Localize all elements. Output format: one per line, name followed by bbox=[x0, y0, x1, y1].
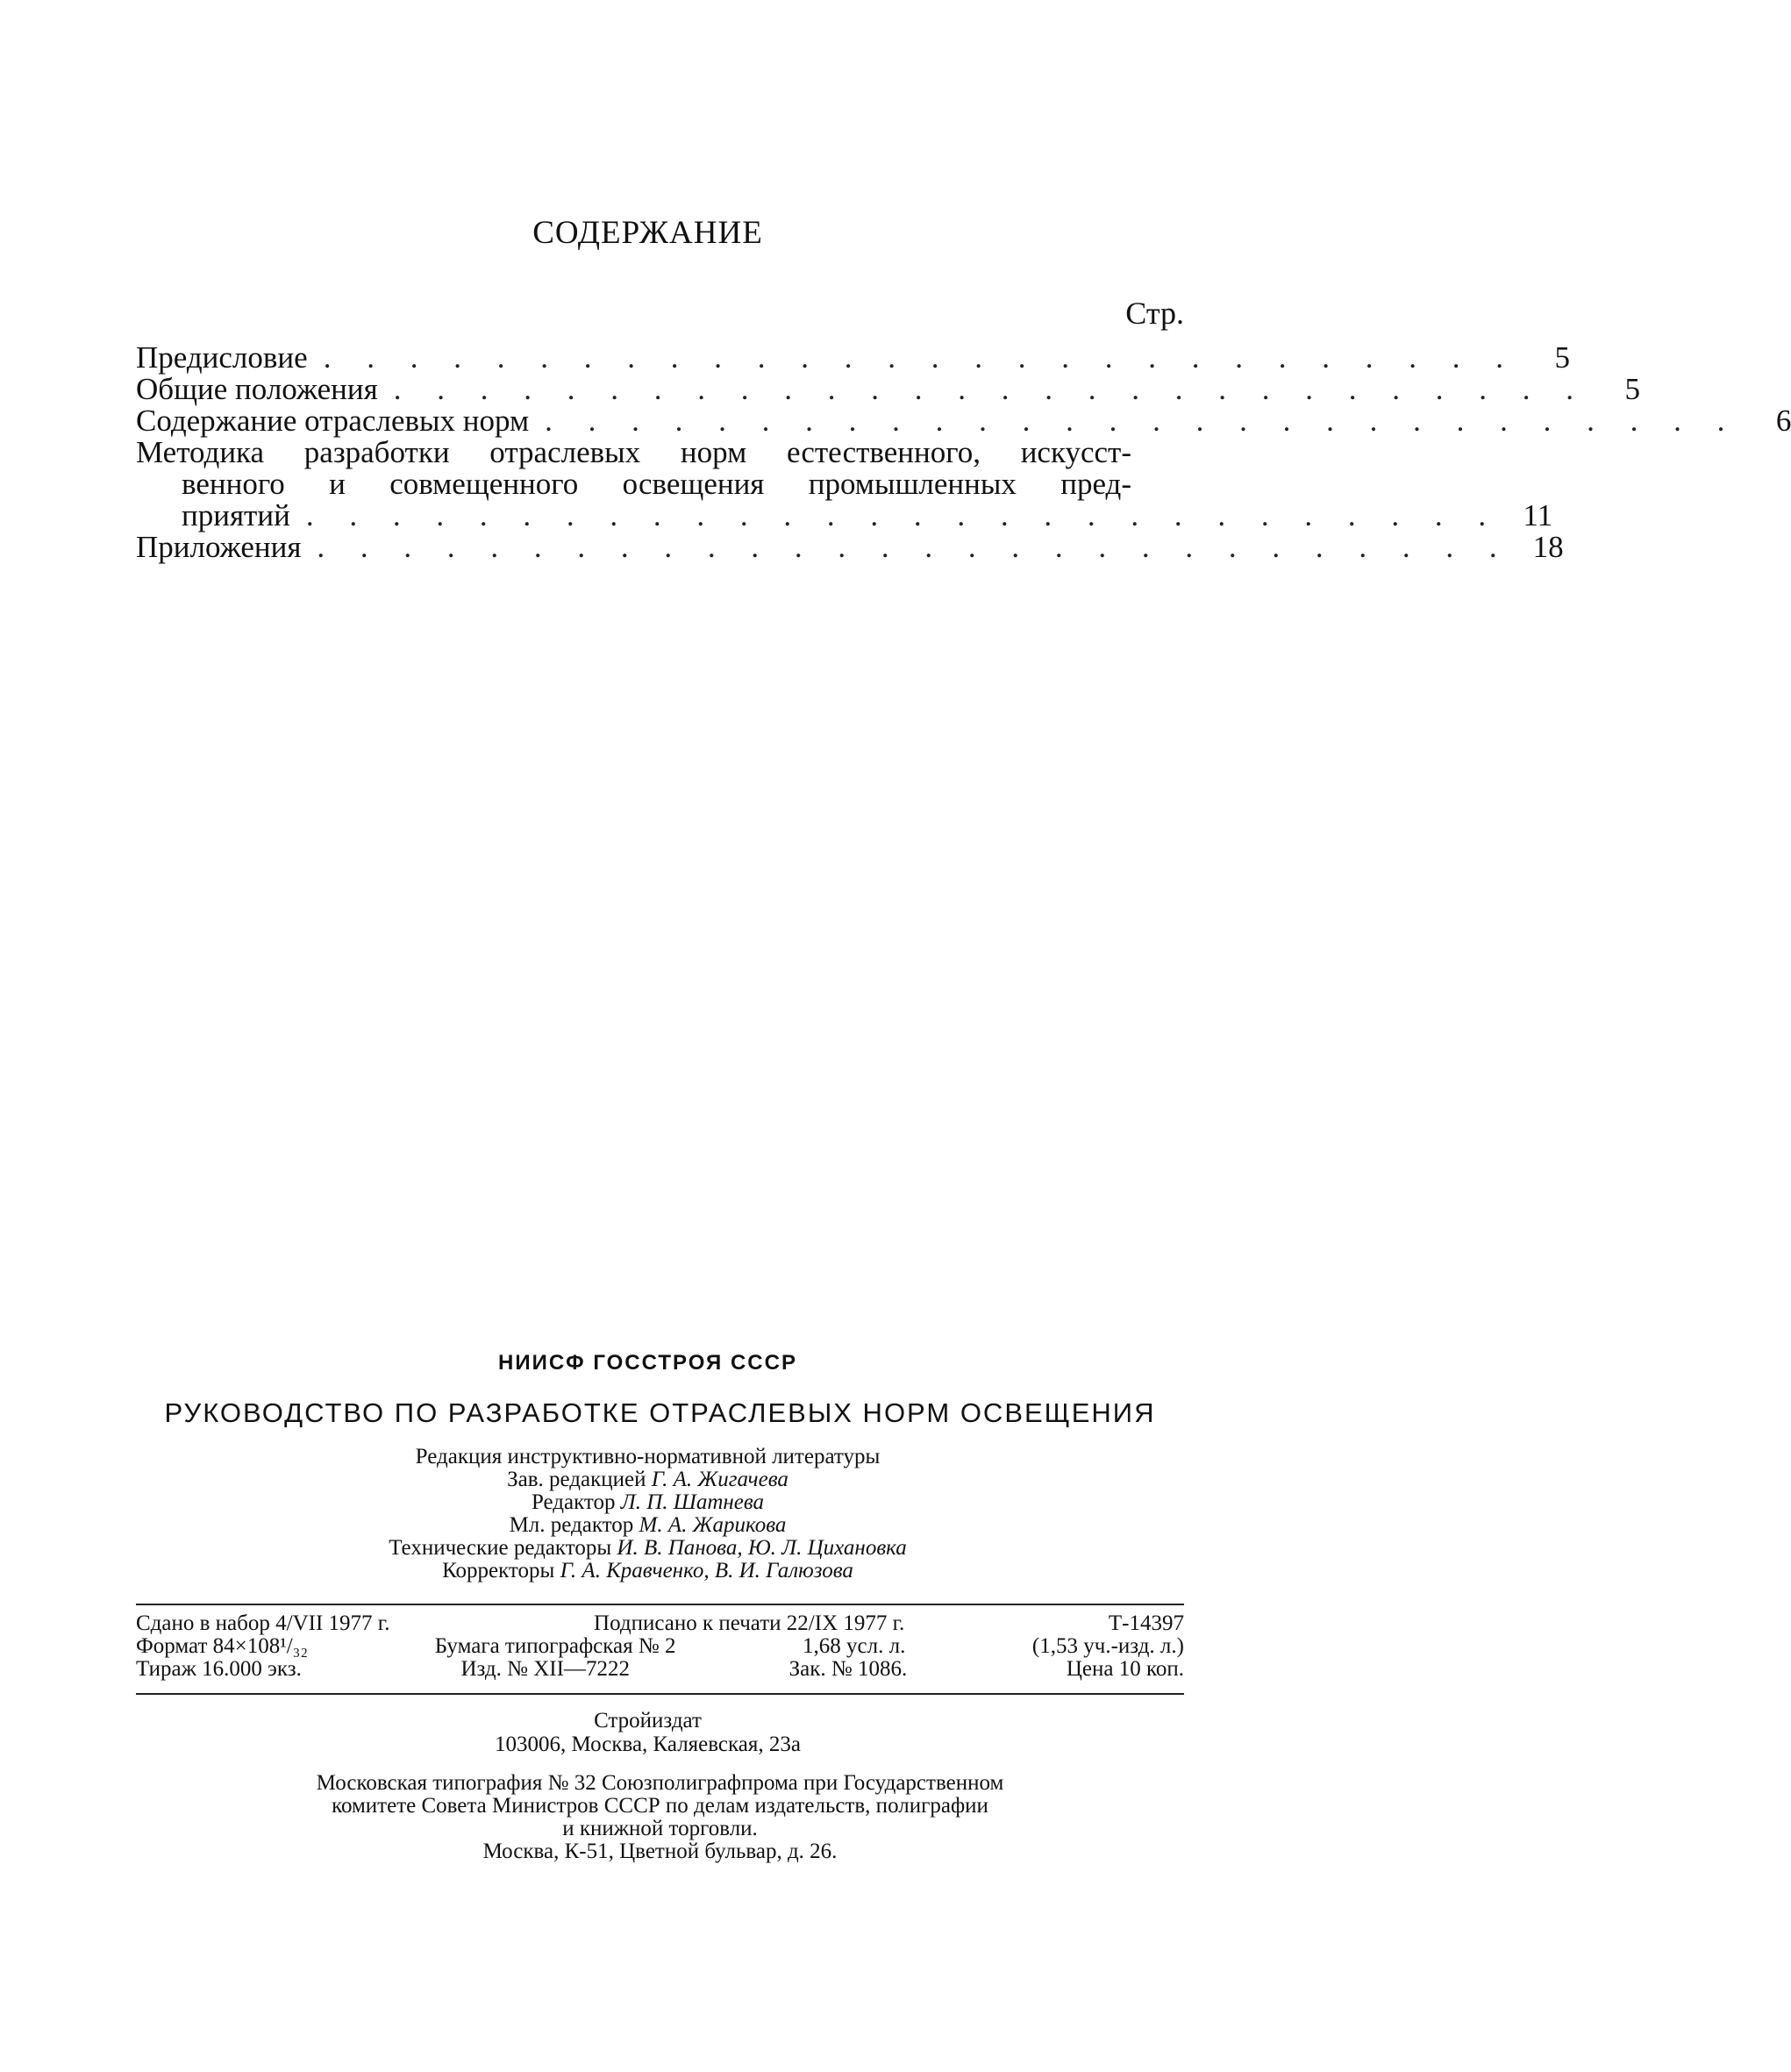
toc-entry-label: Содержание отраслевых норм bbox=[136, 404, 530, 438]
credit-role: Зав. редакцией bbox=[507, 1468, 646, 1491]
production-cell: Цена 10 коп. bbox=[1066, 1657, 1184, 1681]
toc-entry-page: 5 bbox=[1554, 340, 1570, 375]
toc-entry-page: 18 bbox=[1532, 530, 1564, 564]
printer-line: и книжной торговли. bbox=[562, 1817, 758, 1840]
publisher-name: Стройиздат bbox=[594, 1709, 702, 1733]
divider-top bbox=[136, 1604, 1184, 1605]
publisher-block bbox=[0, 1709, 1295, 1756]
production-cell: 1,68 усл. л. bbox=[803, 1634, 906, 1658]
credit-role: Корректоры bbox=[442, 1559, 555, 1583]
credit-line bbox=[0, 1446, 1295, 1468]
production-cell: Сдано в набор 4/VII 1977 г. bbox=[136, 1611, 390, 1635]
production-cell: Зак. № 1086. bbox=[788, 1657, 908, 1681]
credit-names: И. В. Панова, Ю. Л. Цихановка bbox=[617, 1536, 907, 1560]
production-row bbox=[136, 1635, 1184, 1658]
toc-leader-dots: . . . . . . . . . . . . . . . . . . . . . . . . . . . . bbox=[393, 372, 1588, 406]
printer-line: Москва, К-51, Цветной бульвар, д. 26. bbox=[482, 1840, 838, 1863]
toc-entry-page: 5 bbox=[1624, 372, 1640, 406]
credit-role: Редакция инструктивно-нормативной литературы bbox=[415, 1445, 881, 1468]
toc-entry-methodology-line3 bbox=[136, 498, 1553, 532]
toc-leader-dots: . . . . . . . . . . . . . . . . . . . . . . . . . . . . bbox=[305, 498, 1501, 532]
toc-entry-page: 11 bbox=[1523, 498, 1553, 532]
publisher-address: 103006, Москва, Каляевская, 23а bbox=[495, 1733, 801, 1756]
toc-leader-dots: . . . . . . . . . . . . . . . . . . . . . . . . . . . . bbox=[317, 530, 1511, 564]
toc-page-column-header: Стр. bbox=[1125, 296, 1184, 331]
production-cell: Т-14397 bbox=[1108, 1611, 1184, 1635]
toc-leader-dots: . . . . . . . . . . . . . . . . . . . . . . . . . . . . bbox=[323, 340, 1517, 375]
divider-bottom bbox=[136, 1693, 1184, 1695]
toc-entry-label: Приложения bbox=[136, 530, 302, 564]
toc-entry-label: Предисловие bbox=[136, 340, 308, 375]
toc-entry-methodology-line1 bbox=[136, 437, 1184, 468]
credit-line bbox=[0, 1514, 1295, 1537]
credits-list bbox=[0, 1446, 1295, 1583]
toc-title: СОДЕРЖАНИЕ bbox=[532, 215, 763, 251]
credit-names: Г. А. Жигачева bbox=[651, 1468, 788, 1491]
credit-role: Мл. редактор bbox=[509, 1513, 634, 1537]
printer-line: комитете Совета Министров СССР по делам издательств, полиграфии bbox=[332, 1794, 988, 1818]
toc-entry-appendices bbox=[136, 530, 1564, 564]
toc-entry-contents-of-norms bbox=[136, 404, 1791, 438]
credit-names: Г. А. Кравченко, В. И. Галюзова bbox=[560, 1559, 853, 1583]
production-cell: Тираж 16.000 экз. bbox=[136, 1657, 302, 1681]
production-cell: Бумага типографская № 2 bbox=[434, 1634, 676, 1658]
book-title: РУКОВОДСТВО ПО РАЗРАБОТКЕ ОТРАСЛЕВЫХ НОРМ ОСВЕЩЕНИЯ bbox=[164, 1397, 1156, 1428]
production-cell: Подписано к печати 22/IX 1977 г. bbox=[594, 1611, 905, 1635]
toc-leader-dots: . . . . . . . . . . . . . . . . . . . . . . . . . . . . bbox=[545, 404, 1739, 438]
production-details bbox=[136, 1612, 1184, 1681]
credit-line bbox=[0, 1560, 1295, 1583]
toc-entry-methodology-line2 bbox=[136, 468, 1184, 500]
toc-entry-label: Методика разработки отраслевых норм естественного, искусст- bbox=[136, 435, 1131, 469]
toc-entry-label: приятий bbox=[182, 498, 290, 532]
credit-line bbox=[0, 1491, 1295, 1514]
credit-names: Л. П. Шатнева bbox=[620, 1490, 765, 1514]
toc-entry-page: 6 bbox=[1775, 404, 1791, 438]
organization-name: НИИСФ ГОССТРОЯ СССР bbox=[498, 1351, 797, 1375]
toc-entry-label: венного и совмещенного освещения промышленных пред- bbox=[182, 467, 1131, 501]
production-cell: (1,53 уч.-изд. л.) bbox=[1031, 1634, 1184, 1658]
production-cell: Изд. № XII—7222 bbox=[460, 1657, 630, 1681]
credit-line bbox=[0, 1468, 1295, 1491]
table-of-contents bbox=[136, 340, 1791, 564]
production-row bbox=[136, 1612, 1184, 1635]
toc-entry-preface bbox=[136, 340, 1570, 375]
printer-block bbox=[136, 1772, 1184, 1863]
credit-role: Редактор bbox=[531, 1490, 616, 1514]
credit-names: М. А. Жарикова bbox=[639, 1513, 787, 1537]
toc-entry-general bbox=[136, 372, 1640, 406]
toc-entry-label: Общие положения bbox=[136, 372, 378, 406]
credit-line bbox=[0, 1537, 1295, 1560]
production-cell: Формат 84×108¹/₃₂ bbox=[136, 1634, 309, 1658]
credit-role: Технические редакторы bbox=[389, 1536, 612, 1560]
production-row bbox=[136, 1658, 1184, 1681]
printer-line: Московская типография № 32 Союзполиграфпрома при Государственном bbox=[316, 1771, 1004, 1795]
